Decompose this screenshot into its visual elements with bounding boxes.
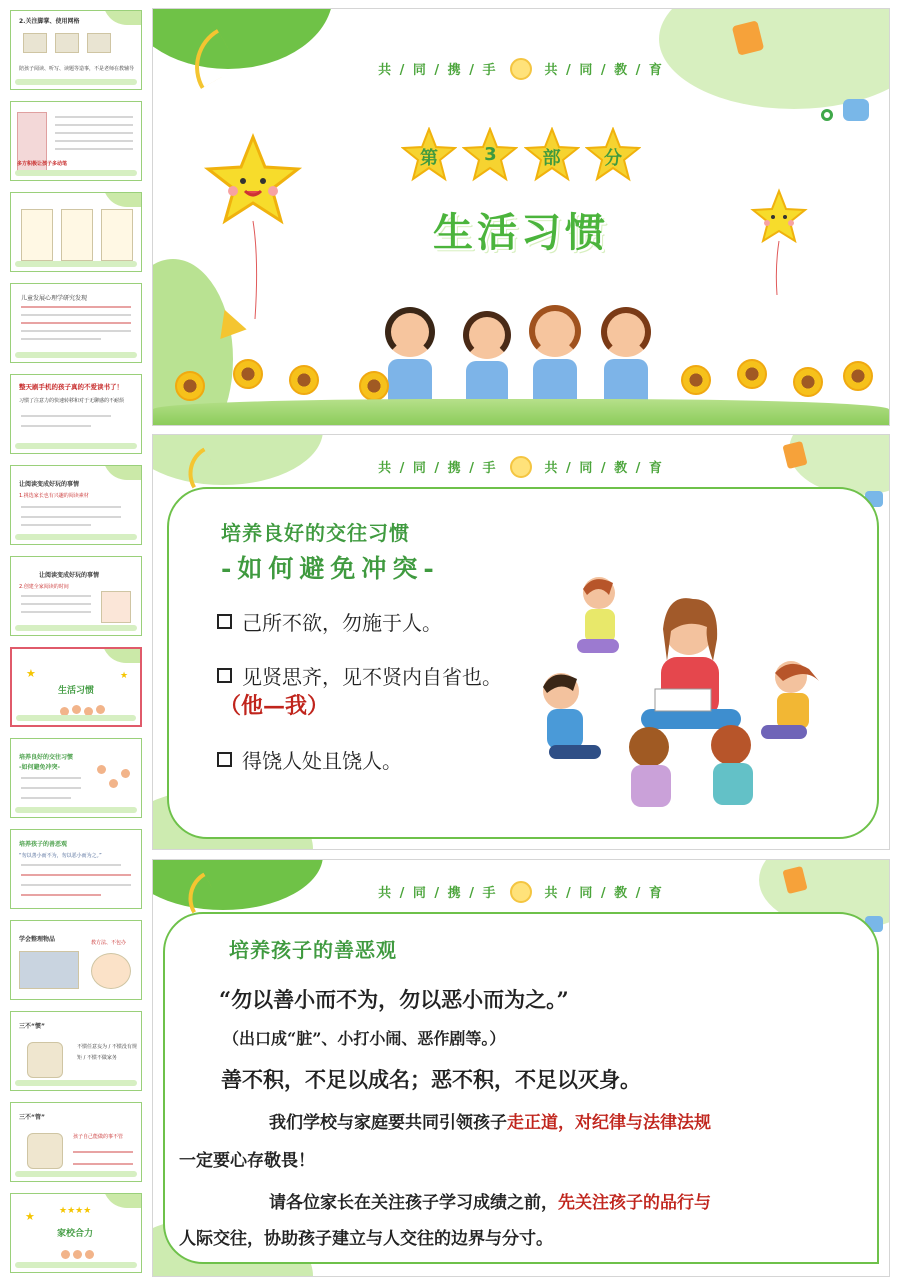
paragraph-text: 我们学校与家庭要共同引领孩子 [269,1113,507,1133]
thumbnail-title: 三不“惯” [19,1023,45,1030]
content-card [163,912,879,1264]
thumbnail-image [91,953,131,989]
lightbulb-icon [510,881,532,903]
slide-heading: 培养良好的交往习惯 [221,521,410,545]
part-star [524,127,580,183]
sunflower-icon [359,371,389,401]
ring-icon [821,109,833,121]
thumbnail-title: 培养良好的交往习惯 [19,754,74,761]
paragraph-highlight: 走正道，对纪律与法律法规 [507,1113,711,1133]
thumbnail-text: 习惯了注意力的快速转移和对于无聊感的不耐烦 [19,398,125,404]
thumbnail-title: 三不“管” [19,1114,45,1121]
thumbnail-image [101,209,133,261]
part-char: 部 [542,148,561,169]
bullet-text: 己所不欲，勿施于人。 [242,611,442,635]
bullet-item [217,661,502,690]
thumbnail-1[interactable] [10,10,142,90]
slide-moral-values[interactable] [152,859,890,1277]
paragraph-2-line-2: 人际交往，协助孩子建立与人交往的边界与分寸。 [179,1229,553,1249]
paragraph-highlight: 先关注孩子的品行与 [558,1193,711,1213]
thumbnail-9[interactable] [10,738,142,818]
thumbnail-text: “勿以善小而不为，勿以恶小而为之。” [19,853,102,859]
bullet-text: 见贤思齐，见不贤内自省也。 [242,665,502,689]
thumbnail-image [27,1042,63,1078]
grass-decor [153,399,889,425]
thumbnail-text: 1.挑选家长也有兴趣的阅读素材 [19,493,89,499]
slide-heading: 培养孩子的善恶观 [229,938,397,962]
header-text-left: 共 / 同 / 携 / 手 [378,461,498,476]
part-star [401,127,457,183]
thumbnail-image [19,951,79,989]
thumbnail-title: 培养孩子的善恶观 [19,841,68,848]
thumbnail-3[interactable] [10,192,142,272]
backpack-icon [843,99,869,121]
thumbnail-title: 整天刷手机的孩子真的不爱读书了！ [19,383,123,391]
slide-thumbnail-rail[interactable] [0,0,148,1286]
header-text-left: 共 / 同 / 携 / 手 [378,886,498,901]
section-title: 生活习惯 [433,210,609,256]
teacher-reading-illustration [537,569,837,819]
lightbulb-icon [510,456,532,478]
thumbnail-text: 不惯任意妄为 / 不惯没有规矩 / 不惯不做家务 [77,1044,137,1061]
thumbnail-text: 孩子自己能做的事不管 [73,1134,124,1140]
header-text-left: 共 / 同 / 携 / 手 [378,63,498,78]
sunflower-icon [793,367,823,397]
slide-section-title[interactable] [152,8,890,426]
thumbnail-image [61,209,93,261]
thumbnail-title: 家校合力 [57,1229,94,1239]
sunflower-icon [843,361,873,391]
thumbnail-title: 让阅读变成好玩的事情 [39,572,100,579]
slide-subheading: -如何避免冲突- [221,554,440,583]
sunflower-icon [233,359,263,389]
thumbnail-image [101,591,131,623]
header-text-right: 共 / 同 / 教 / 育 [544,886,664,901]
paragraph-2-line-1 [269,1188,711,1213]
paren-text: （出口成“脏”、小打小闹、恶作剧等。） [223,1029,506,1048]
thumbnail-text: 多方积极让孩子多动笔 [17,161,68,167]
thumbnail-text: -如何避免冲突- [19,764,60,771]
thumbnail-14[interactable]: ★ ★★★★ 家校合力 [10,1193,142,1273]
thumbnail-text: 2.创建全家阅读的时间 [19,584,69,590]
child-illustration [463,311,511,411]
thumbnail-title: 让阅读变成好玩的事情 [19,481,80,488]
slide-social-habits[interactable] [152,434,890,850]
sunflower-icon [175,371,205,401]
bullet-item [217,607,442,636]
checkbox-square-icon [217,668,232,683]
thumbnail-7[interactable] [10,556,142,636]
thumbnail-text: 教方法、不包办 [91,940,127,946]
thumbnail-image [87,33,111,53]
sunflower-icon [737,359,767,389]
lightbulb-icon [510,58,532,80]
part-char: 第 [420,148,438,169]
thumbnail-5[interactable] [10,374,142,454]
child-illustration [385,307,435,409]
bullet-item [217,745,402,774]
sunflower-icon [681,365,711,395]
quote-text: “勿以善小而不为，勿以恶小而为之。” [219,987,569,1012]
thumbnail-2[interactable] [10,101,142,181]
thumbnail-text: 陪孩子阅读、听写、读题等造事，不是老师在教辅导 [19,66,135,72]
bullet-text: 得饶人处且饶人。 [242,749,402,773]
content-card [167,487,879,839]
thumbnail-image [55,33,79,53]
part-char: 分 [603,148,622,169]
child-illustration [529,305,581,409]
header-text-right: 共 / 同 / 教 / 育 [544,461,664,476]
part-star [462,127,518,183]
header-text-right: 共 / 同 / 教 / 育 [544,63,664,78]
proverb-text: 善不积，不足以成名；恶不积，不足以灭身。 [221,1067,641,1092]
thumbnail-6[interactable] [10,465,142,545]
child-illustration [601,307,651,409]
checkbox-square-icon [217,752,232,767]
sunflower-icon [289,365,319,395]
thumbnail-text: 儿童发展心理学研究发现 [21,295,88,302]
thumbnail-12[interactable] [10,1011,142,1091]
bullet-note: （他—我） [219,693,330,719]
thumbnail-11[interactable] [10,920,142,1000]
paragraph-1-line-1 [269,1108,711,1133]
thumbnail-10[interactable] [10,829,142,909]
thumbnail-title: 2.关注脚掌、使用网格 [19,18,80,25]
thumbnail-image [23,33,47,53]
thumbnail-4[interactable] [10,283,142,363]
paragraph-1-line-2: 一定要心存敬畏！ [179,1151,315,1171]
thumbnail-8-selected[interactable]: ★ ★ 生活习惯 [10,647,142,727]
part-number-stars [401,127,641,187]
part-star [585,127,641,183]
paragraph-text: 请各位家长在关注孩子学习成绩之前， [269,1193,558,1213]
checkbox-square-icon [217,614,232,629]
thumbnail-title: 学会整理物品 [19,936,56,943]
thumbnail-title: 生活习惯 [58,686,95,696]
thumbnail-image [21,209,53,261]
thumbnail-13[interactable] [10,1102,142,1182]
part-char: 3 [484,144,497,165]
thumbnail-image [27,1133,63,1169]
